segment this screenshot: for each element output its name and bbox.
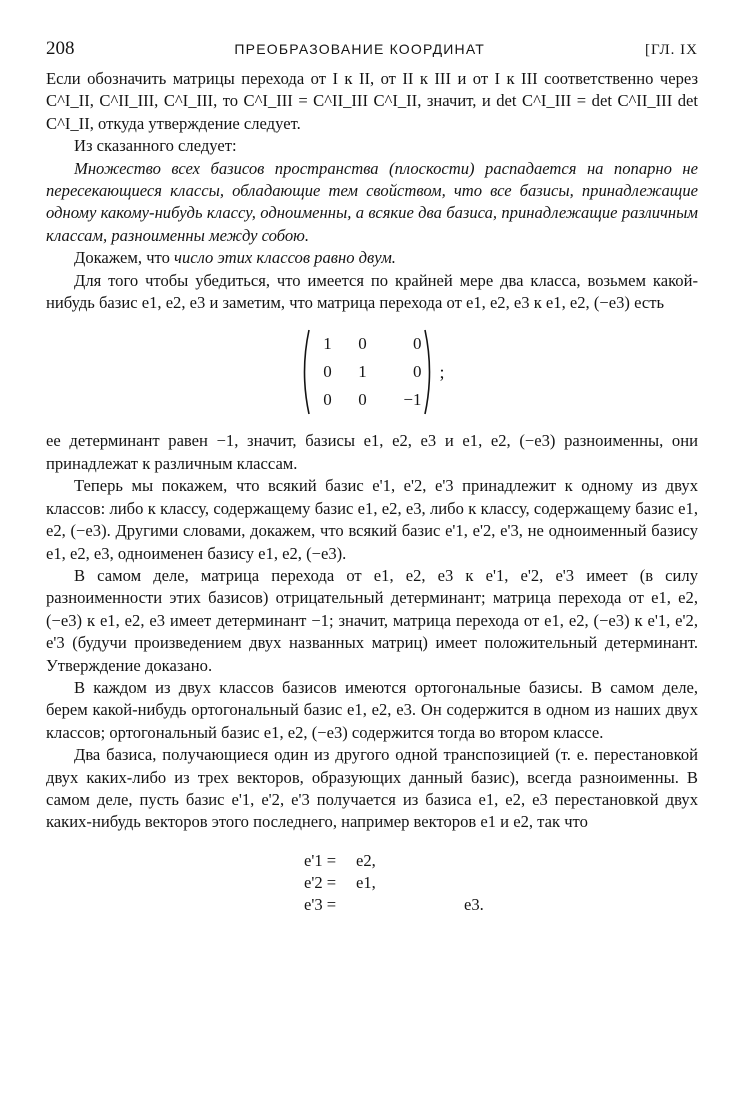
- equation-rhs: e3.: [464, 894, 484, 914]
- matrix-cell: 0: [323, 390, 332, 410]
- matrix-cell: 0: [358, 390, 367, 410]
- matrix-cell: 0: [412, 362, 422, 382]
- paragraph-8: В самом деле, матрица перехода от e1, e2, e3 к e'1, e'2, e'3 имеет (в силу разноименности этих базисов) отрицательный детерминант; матрица перехода от e1, e2, (−e3) к e1, e2, e3 имеет детерминант −1; значит, матрица перехода от e1, e2, (−e3) к e'1, e'2, e'3 (будучи произведением двух названных матриц) имеет положительный детерминант. Утверждение доказано.: [46, 565, 698, 675]
- matrix-grid: [311, 328, 423, 416]
- matrix-semicolon: ;: [439, 361, 445, 382]
- paragraph-1: Если обозначить матрицы перехода от I к II, от II к III и от I к III соответственно через C^I_II, C^II_III, C^I_III, то C^I_III = C^II_III C^I_II, значит, и det C^I_III = det C^II_III det C^I_II, откуда утверждение следует.: [46, 69, 698, 133]
- matrix-cell: 1: [323, 334, 332, 354]
- book-page: [46, 38, 698, 916]
- paragraph-4-claim: число этих классов равно двум.: [174, 248, 396, 268]
- paragraph-7: Теперь мы покажем, что всякий базис e'1, e'2, e'3 принадлежит к одному из двух классов: либо к классу, содержащему базис e1, e2, e3, либо к классу, содержащему базис e1, e2, (−e3). Другими словами, докажем, что всякий базис e'1, e'2, e'3, не одноименный базису e1, e2, e3, одноименен базису e1, e2, (−e3).: [46, 476, 698, 563]
- paragraph-2: Из сказанного следует:: [74, 136, 237, 156]
- paragraph-5: Для того чтобы убедиться, что имеется по крайней мере два класса, возьмем какой-нибудь базис e1, e2, e3 и заметим, что матрица перехода от e1, e2, e3 к e1, e2, (−e3) есть: [46, 270, 698, 313]
- equation-lhs: e'3 =: [304, 894, 337, 914]
- paragraph-10: Два базиса, получающиеся один из другого одной транспозицией (т. е. перестановкой двух каких-либо из трех векторов, образующих данный базис), всегда разноименны. В самом деле, пусть базис e'1, e'2, e'3 получается из базиса e1, e2, e3 перестановкой двух каких-нибудь векторов этого последнего, например векторов e1 и e2, так что: [46, 745, 698, 832]
- paragraph-6: ее детерминант равен −1, значит, базисы e1, e2, e3 и e1, e2, (−e3) разноименны, они принадлежат к различным классам.: [46, 431, 698, 473]
- equation-row: [304, 850, 698, 872]
- matrix-cell: 1: [358, 362, 367, 382]
- paragraph-9: В каждом из двух классов базисов имеются ортогональные базисы. В самом деле, берем какой-нибудь ортогональный базис e1, e2, e3. Он содержится в одном из наших двух классов; ортогональный базис e1, e2, (−e3) содержится тогда во втором классе.: [46, 677, 698, 742]
- equation-rhs: e1,: [356, 872, 376, 892]
- running-title: ПРЕОБРАЗОВАНИЕ КООРДИНАТ: [234, 41, 486, 57]
- running-header: [46, 38, 698, 68]
- equation-spacer: [356, 894, 464, 916]
- matrix-cell: 0: [358, 334, 367, 354]
- matrix-body: [299, 328, 435, 416]
- equation-row: [304, 872, 698, 894]
- equation-row: [304, 894, 698, 916]
- paragraph-4-start: Докажем, что: [74, 248, 175, 268]
- matrix-cell: 0: [412, 334, 422, 354]
- right-paren: [423, 328, 435, 416]
- matrix-cell: 0: [323, 362, 332, 382]
- chapter-label: [ГЛ. IX: [644, 42, 698, 58]
- equation-rhs: e2,: [356, 850, 376, 870]
- left-paren: [299, 328, 311, 416]
- theorem-statement: Множество всех базисов пространства (плоскости) распадается на попарно не пересекающиеся классы, обладающие тем свойством, что все базисы, принадлежащие одному какому-нибудь классу, одноименны, а всякие два базиса, принадлежащие различным классам, разноименны между собою.: [46, 158, 698, 245]
- matrix-cell: −1: [403, 390, 422, 410]
- equation-lhs: e'2 =: [304, 872, 337, 892]
- paragraph-4: [46, 247, 698, 269]
- transposition-equations: [304, 850, 698, 916]
- equation-lhs: e'1 =: [304, 850, 337, 870]
- transition-matrix: [46, 328, 698, 416]
- page-number: 208: [46, 38, 75, 59]
